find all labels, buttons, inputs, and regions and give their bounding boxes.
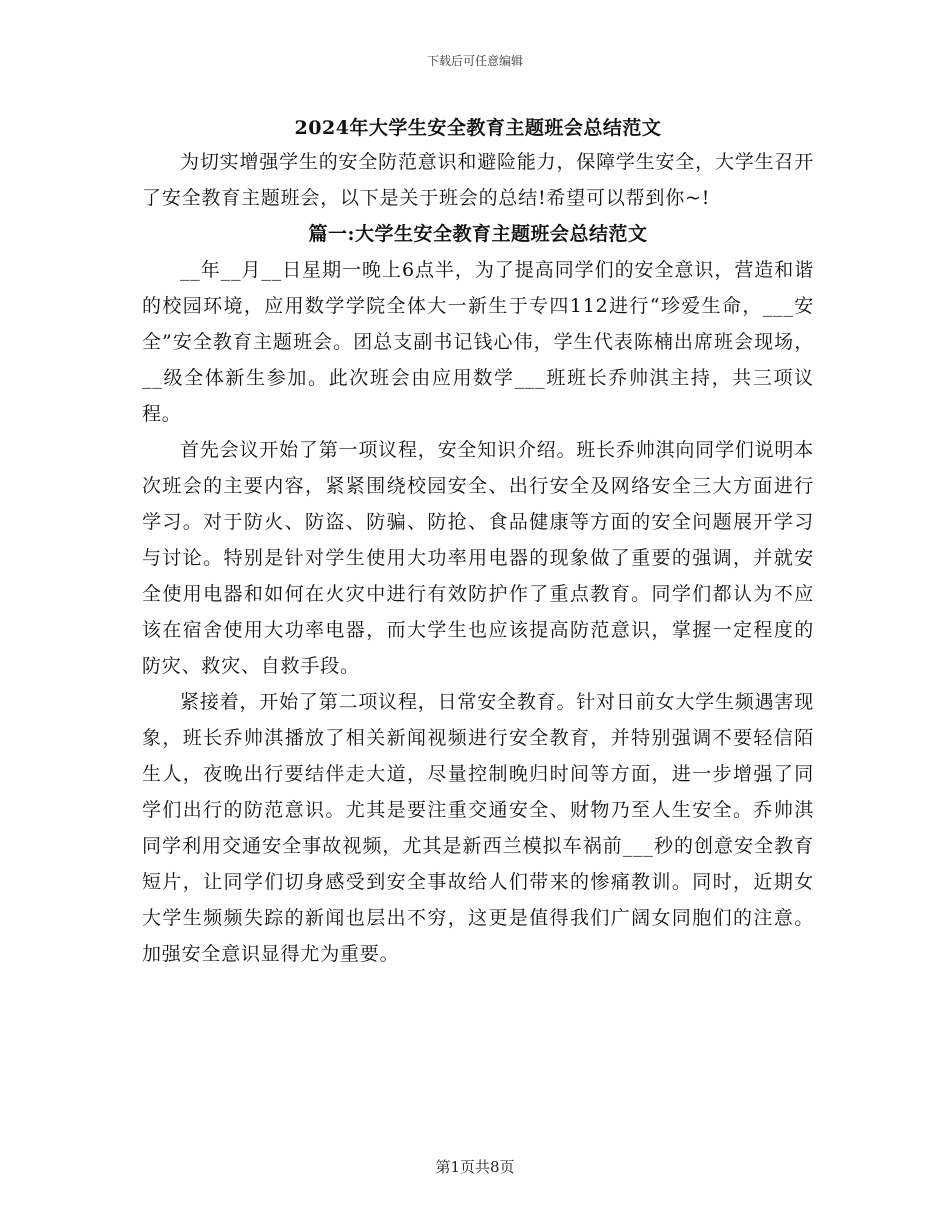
header-note: 下载后可任意编辑 [426,54,523,68]
document-title: 2024年大学生安全教育主题班会总结范文 [294,117,662,139]
body-paragraph-2: 首先会议开始了第一项议程，安全知识介绍。班长乔帅淇向同学们说明本次班会的主要内容，紧紧围绕校园安全、出行安全及网络安全三大方面进行学习。对于防火、防盗、防骗、防抢、食品健康等方面的安全问题展开学习与讨论。特别是针对学生使用大功率用电器的现象做了重要的强调，并就安全使用电器和如何在火灾中进行有效防护作了重点教育。同学们都认为不应该在宿舍使用大功率电器，而大学生也应该提高防范意识，掌握一定程度的防灾、救灾、自救手段。 [142,439,814,677]
intro-paragraph: 为切实增强学生的安全防范意识和避险能力，保障学生安全，大学生召开了安全教育主题班会，以下是关于班会的总结!希望可以帮到你~! [142,151,814,209]
page-indicator: 第1页共8页 [435,1158,515,1176]
section-heading: 篇一:大学生安全教育主题班会总结范文 [308,223,648,245]
body-paragraph-3: 紧接着，开始了第二项议程，日常安全教育。针对日前女大学生频遇害现象，班长乔帅淇播放了相关新闻视频进行安全教育，并特别强调不要轻信陌生人，夜晚出行要结伴走大道，尽量控制晚归时间等方面，进一步增强了同学们出行的防范意识。尤其是要注重交通安全、财物乃至人生安全。乔帅淇同学利用交通安全事故视频，尤其是新西兰模拟车祸前___秒的创意安全教育短片，让同学们切身感受到安全事故给人们带来的惨痛教训。同时，近期女大学生频频失踪的新闻也层出不穷，这更是值得我们广阔女同胞们的注意。加强安全意识显得尤为重要。 [142,691,814,965]
body-paragraph-1: __年__月__日星期一晚上6点半，为了提高同学们的安全意识，营造和谐的校园环境，应用数学学院全体大一新生于专四112进行“珍爱生命，___安全”安全教育主题班会。团总支副书记钱心伟，学生代表陈楠出席班会现场，__级全体新生参加。此次班会由应用数学___班班长乔帅淇主持，共三项议程。 [142,259,814,425]
document-body [142,112,814,972]
